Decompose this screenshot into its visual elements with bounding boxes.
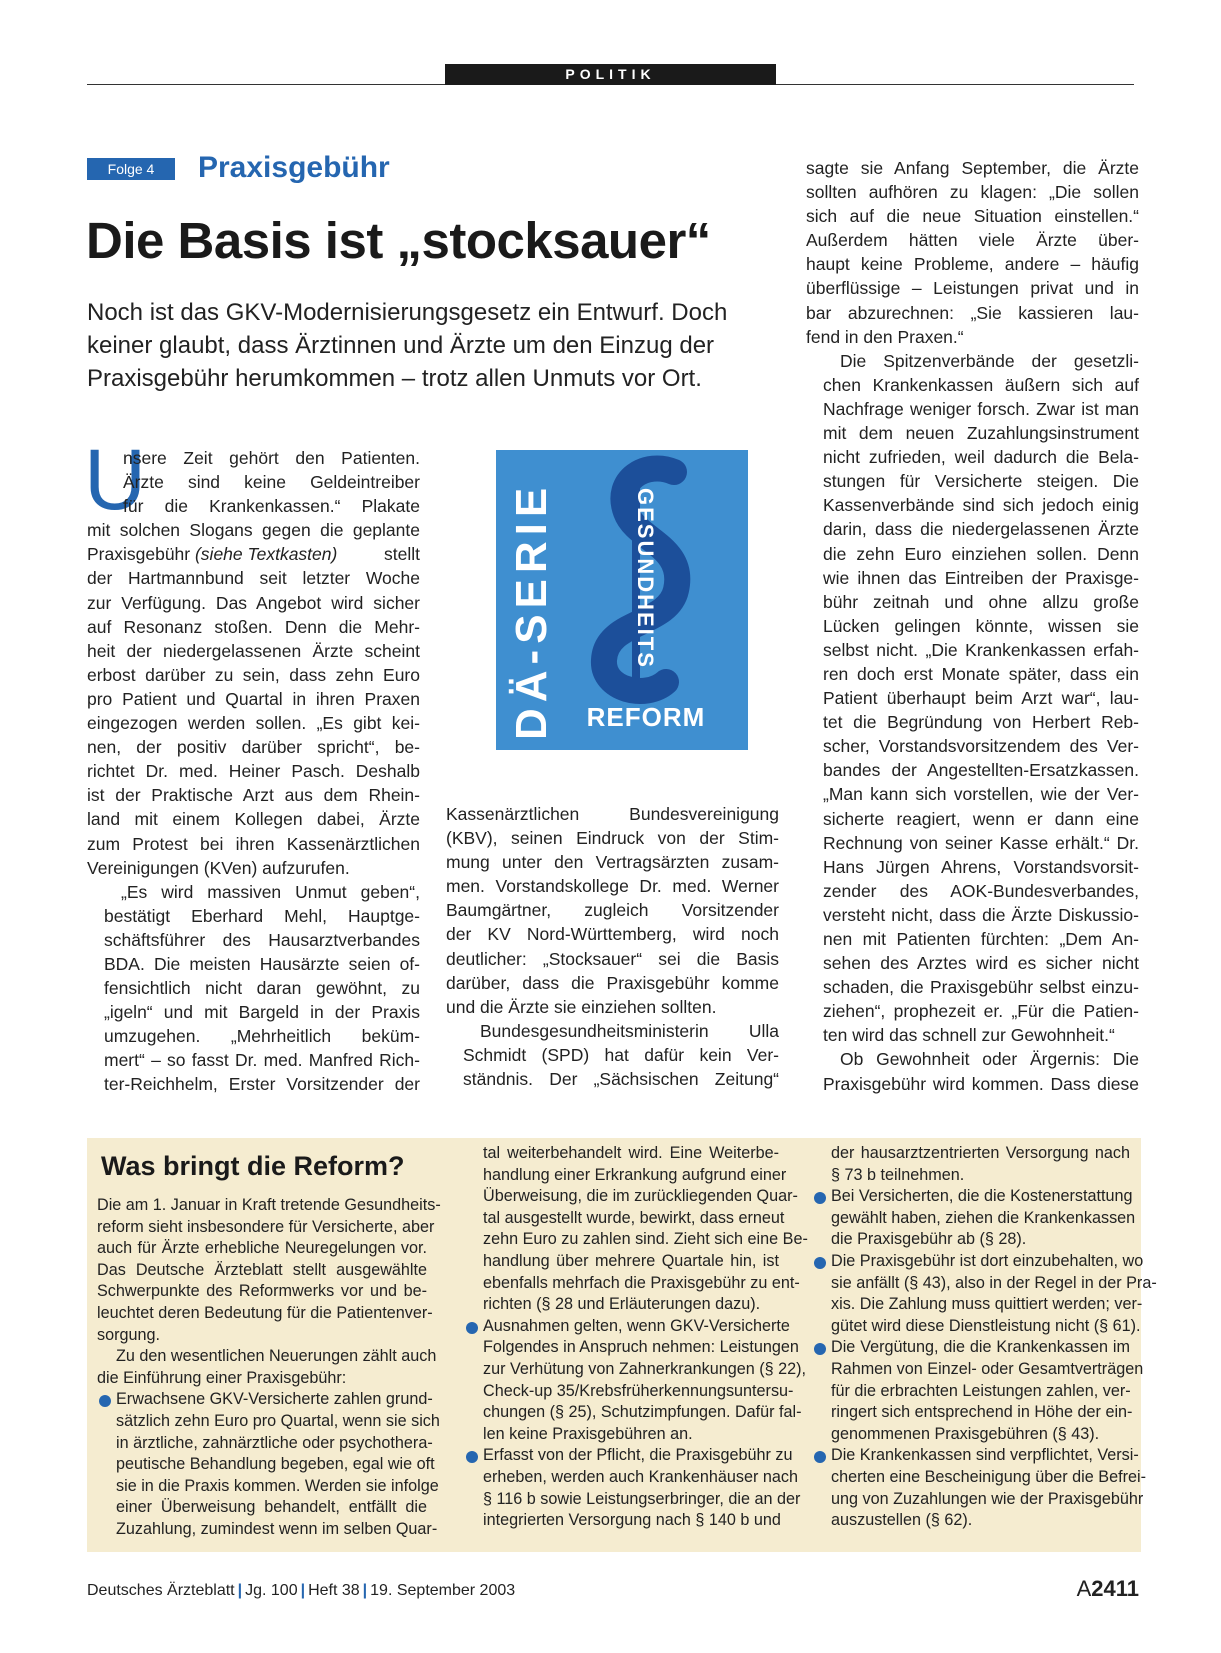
text-line: integrierten Versorgung nach § 140 b und <box>483 1511 781 1530</box>
text-line: umzugehen. „Mehrheitlich beküm- <box>104 1026 420 1047</box>
volume: Jg. 100 <box>245 1582 298 1599</box>
text-line: ziehen“, prophezeit er. „Für die Patien- <box>823 1001 1139 1022</box>
text-line: erheben, werden auch Krankenhäuser nach <box>483 1467 798 1486</box>
text-line: nen, der positiv darüber spricht“, be- <box>87 737 420 758</box>
text-line: „Man kann sich vorstellen, wie der Ver- <box>823 784 1139 805</box>
text-line: zender des AOK-Bundesverbandes, <box>823 880 1139 901</box>
text-line: schäftsführer des Hausarztverbandes <box>104 929 420 950</box>
bullet-item <box>812 1445 1146 1531</box>
text-line: „igeln“ und mit Bargeld in der Praxis <box>104 1002 420 1023</box>
paragraph <box>446 1019 779 1091</box>
text-line: bar abzurechnen: „Sie kassieren lau- <box>806 302 1139 323</box>
info-intro <box>97 1195 441 1389</box>
text-line: gewählt haben, ziehen die Krankenkassen <box>831 1208 1136 1227</box>
info-box-column-2 <box>464 1143 808 1532</box>
text-line: in ärztliche, zahnärztliche oder psychothera- <box>116 1433 433 1452</box>
text-line: auch für Ärzte erhebliche Neuregelungen vor. <box>97 1239 427 1258</box>
text-line: scher, Vorstandsvorsitzendem des Ver- <box>823 736 1139 757</box>
bullet-icon <box>814 1451 826 1463</box>
bullet-icon <box>466 1322 478 1334</box>
text-line: mit solchen Slogans gegen die geplante <box>87 520 420 541</box>
text-line: gütet wird diese Dienstleistung nicht (§ 61). <box>831 1316 1141 1335</box>
text-line: mit dem neuen Zuzahlungsinstrument <box>823 423 1139 444</box>
issue-date: 19. September 2003 <box>370 1582 516 1599</box>
text-line: Schmidt (SPD) hat dafür kein Ver- <box>463 1044 779 1065</box>
bullet-item <box>812 1186 1136 1251</box>
text-line: heit der niedergelassenen Ärzte scheint <box>87 640 420 661</box>
text-line: § 116 b sowie Leistungserbringer, die an der <box>483 1489 801 1508</box>
text-line: schaden, die Praxisgebühr selbst einzu- <box>823 977 1139 998</box>
text-line: § 73 b teilnehmen. <box>831 1165 965 1184</box>
bullet-icon <box>466 1451 478 1463</box>
text-line: fend in den Praxen.“ <box>806 326 964 347</box>
text-line: der hausarztzentrierten Versorgung nach <box>831 1144 1130 1162</box>
lead-line: Praxisgebühr herumkommen – trotz allen Unmuts vor Ort. <box>87 365 702 392</box>
bullet-icon <box>814 1192 826 1204</box>
text-line: darüber, dass die Praxisgebühr komme <box>446 972 779 993</box>
text-line: fensichtlich nicht daran gewöhnt, zu <box>104 978 420 999</box>
cross-reference: (siehe Textkasten) <box>194 544 338 565</box>
text-line: Bundesgesundheitsministerin Ulla <box>480 1020 779 1041</box>
series-badge: Folge 4 <box>87 158 175 180</box>
text-line: bandes der Angestellten-Ersatzkassen. <box>823 760 1139 781</box>
text-line: überflüssige – Leistungen privat und in <box>806 278 1139 299</box>
text-line: richten (§ 28 und Erläuterungen dazu). <box>483 1295 761 1314</box>
text-line: Die Krankenkassen sind verpflichtet, Versi- <box>831 1446 1139 1465</box>
text-line: sicherte reagiert, wenn er dann eine <box>823 808 1139 829</box>
text-line: ten wird das schnell zur Gewohnheit.“ <box>823 1025 1115 1046</box>
text-line: ist der Praktische Arzt aus dem Rhein- <box>87 785 420 806</box>
text-fragment <box>87 542 337 566</box>
text-line: Zuzahlung, zumindest wenn im selben Quar- <box>116 1519 438 1538</box>
section-label: POLITIK <box>445 64 776 85</box>
text-line: chungen (§ 25), Schutzimpfungen. Dafür fal- <box>483 1403 802 1422</box>
text-line: selbst nicht. „Die Krankenkassen erfah- <box>823 639 1139 660</box>
body-column-2 <box>446 802 779 1091</box>
logo-vertical-text: GESUNDHEITS <box>633 488 658 669</box>
text-fragment: Praxisgebühr <box>87 544 195 565</box>
text-line: Ärzte sind keine Geldeintreiber <box>123 472 420 493</box>
topic-kicker: Praxisgebühr <box>198 151 390 184</box>
text-line: der Hartmannbund seit letzter Woche <box>87 568 420 589</box>
text-line: Außerdem hätten viele Ärzte über- <box>806 230 1139 251</box>
info-box-column-3 <box>812 1143 1157 1532</box>
lead-line: keiner glaubt, dass Ärztinnen und Ärzte um den Einzug der <box>87 332 715 359</box>
paragraph <box>806 349 1139 1048</box>
text-line: bühr zeitnah und ohne allzu große <box>823 591 1139 612</box>
text-line: mung unter den Vertragsärzten zusam- <box>446 852 779 873</box>
text-line: Kassenärztlichen Bundesvereinigung <box>446 804 779 824</box>
text-line: darin, dass die niedergelassenen Ärzte <box>823 519 1139 540</box>
info-box-title: Was bringt die Reform? <box>101 1151 405 1181</box>
text-line: die Einführung einer Praxisgebühr: <box>97 1368 347 1387</box>
headline: Die Basis ist „stocksauer“ <box>86 212 711 269</box>
text-line: Das Deutsche Ärzteblatt stellt ausgewählte <box>97 1260 427 1279</box>
text-line: eingezogen werden sollen. „Es gibt kei- <box>87 713 420 734</box>
text-line: sagte sie Anfang September, die Ärzte <box>806 158 1139 178</box>
text-line: einer Überweisung behandelt, entfällt die <box>116 1498 427 1517</box>
text-line: chen Krankenkassen äußern sich auf <box>823 374 1139 395</box>
text-line: richtet Dr. med. Heiner Pasch. Deshalb <box>87 761 420 782</box>
text-line: die zehn Euro einziehen sollen. Denn <box>823 543 1139 564</box>
text-line: zur Verfügung. Das Angebot wird sicher <box>87 592 420 613</box>
text-line: ung von Zuzahlungen wie der Praxisgebühr <box>831 1489 1144 1508</box>
text-line: men. Vorstandskollege Dr. med. Werner <box>446 876 779 897</box>
text-line: Schwerpunkte des Reformwerks vor und be- <box>97 1282 427 1301</box>
text-line: nen mit Patienten fürchten: „Dem An- <box>823 929 1139 949</box>
text-line: sehen des Arztes wird es sicher nicht <box>823 953 1139 974</box>
text-line: Nachfrage weniger forsch. Zwar ist man <box>823 398 1139 419</box>
text-line: ren doch erst Monate später, dass ein <box>823 663 1139 684</box>
text-line: ebenfalls mehrfach die Praxisgebühr zu ent- <box>483 1273 800 1292</box>
text-line: Rechnung von seiner Kasse erhält.“ Dr. <box>823 832 1139 853</box>
info-box-column-1 <box>97 1195 441 1541</box>
text-line: deutlicher: „Stocksauer“ sei die Basis <box>446 948 779 969</box>
body-column-1 <box>87 446 420 1097</box>
body-column-3 <box>806 156 1139 1096</box>
text-line: Erwachsene GKV-Versicherte zahlen grund- <box>116 1390 433 1409</box>
text-line: wie ihnen das Eintreiben der Praxisge- <box>823 567 1139 588</box>
bullet-icon <box>99 1395 111 1407</box>
text-line: Vereinigungen (KVen) aufzurufen. <box>87 857 350 878</box>
page-prefix: A <box>1076 1576 1092 1601</box>
logo-reform-text: REFORM <box>586 702 706 732</box>
text-line: ständnis. Der „Sächsischen Zeitung“ <box>463 1069 779 1090</box>
paragraph <box>806 1047 1139 1095</box>
page-number <box>1077 1576 1139 1602</box>
text-line: genommenen Praxisgebühren (§ 43). <box>831 1424 1100 1443</box>
text-line: (KBV), seinen Eindruck von der Stim- <box>446 828 779 849</box>
text-line: bestätigt Eberhard Mehl, Hauptge- <box>104 905 420 926</box>
text-line: pro Patient und Quartal in ihren Praxen <box>87 688 420 709</box>
text-line: Folgendes in Anspruch nehmen: Leistungen <box>483 1338 799 1357</box>
text-line: Überweisung, die im zurückliegenden Quar- <box>483 1187 798 1206</box>
text-line: „Es wird massiven Unmut geben“, <box>121 881 420 902</box>
bullet-icon <box>814 1257 826 1269</box>
bullet-continuation <box>812 1143 1130 1186</box>
separator: | <box>300 1582 306 1599</box>
logo-series-text: DÄ-SERIE <box>507 481 556 740</box>
text-line: mert“ – so fasst Dr. med. Manfred Rich- <box>104 1050 420 1071</box>
drop-cap: U <box>84 432 147 528</box>
paragraph <box>446 802 779 1019</box>
text-line: der KV Nord-Württemberg, wird noch <box>446 924 779 945</box>
text-line: auf Resonanz stoßen. Denn die Mehr- <box>87 616 420 637</box>
bullet-icon <box>814 1343 826 1355</box>
text-line: len keine Praxisgebühren an. <box>483 1424 693 1443</box>
footer-citation <box>87 1582 515 1600</box>
text-line: sorgung. <box>97 1325 160 1344</box>
text-line: Ausnahmen gelten, wenn GKV-Versicherte <box>483 1316 790 1335</box>
bullet-item <box>812 1251 1157 1337</box>
text-line: Rahmen von Einzel- oder Gesamtverträgen <box>831 1359 1144 1378</box>
text-line: Patient überhaupt beim Arzt war“, lau- <box>823 688 1139 709</box>
text-line: Die Praxisgebühr ist dort einzubehalten, wo <box>831 1251 1144 1270</box>
text-line: für die Krankenkassen.“ Plakate <box>123 496 420 517</box>
separator: | <box>362 1582 368 1599</box>
text-line: Baumgärtner, zugleich Vorsitzender <box>446 900 779 921</box>
text-line: tal ausgestellt wurde, bewirkt, dass erneut <box>483 1208 785 1227</box>
text-line: auszustellen (§ 62). <box>831 1511 973 1530</box>
lead-line: Noch ist das GKV-Modernisierungsgesetz ein Entwurf. Doch <box>87 299 728 326</box>
text-line: Ob Gewohnheit oder Ärgernis: Die <box>840 1049 1139 1070</box>
text-line: land mit einem Kollegen dabei, Ärzte <box>87 809 420 830</box>
series-logo <box>496 450 748 750</box>
paragraph <box>87 446 420 880</box>
lead-paragraph <box>87 296 767 395</box>
journal-name: Deutsches Ärzteblatt <box>87 1582 235 1599</box>
text-line: BDA. Die meisten Hausärzte seien of- <box>104 953 420 974</box>
bullet-item <box>464 1445 801 1531</box>
page-digits: 2411 <box>1091 1576 1139 1601</box>
text-line: tet die Begründung von Herbert Reb- <box>823 712 1139 733</box>
text-line: tal weiterbehandelt wird. Eine Weiterbe- <box>483 1144 779 1162</box>
bullet-item <box>97 1389 440 1540</box>
text-line: zum Protest bei ihren Kassenärztlichen <box>87 833 420 854</box>
text-line: Kassenverbände sind sich jedoch einig <box>823 495 1139 516</box>
bullet-item <box>812 1337 1144 1445</box>
text-line: sie in die Praxis kommen. Werden sie infolge <box>116 1476 439 1495</box>
text-line: zur Verhütung von Zahnerkrankungen (§ 22), <box>483 1359 807 1378</box>
text-line: Die Vergütung, die die Krankenkassen im <box>831 1338 1130 1357</box>
text-line: ter-Reichhelm, Erster Vorsitzender der <box>104 1074 420 1095</box>
text-line: zehn Euro zu zahlen sind. Zieht sich eine Be- <box>483 1230 808 1249</box>
text-line: für die erbrachten Leistungen zahlen, ver- <box>831 1381 1131 1400</box>
text-line: sich auf die neue Situation einstellen.“ <box>806 206 1139 227</box>
bullet-continuation <box>464 1143 808 1316</box>
text-line: sätzlich zehn Euro pro Quartal, wenn sie sich <box>116 1411 440 1430</box>
text-line: Zu den wesentlichen Neuerungen zählt auch <box>116 1347 437 1366</box>
text-line: reform sieht insbesondere für Versicherte, aber <box>97 1217 435 1236</box>
text-line: nicht zufrieden, weil dadurch die Bela- <box>823 447 1139 468</box>
text-line: Die Spitzenverbände der gesetzli- <box>840 350 1139 371</box>
text-line: die Praxisgebühr ab (§ 28). <box>831 1230 1027 1249</box>
text-line: Praxisgebühr wird kommen. Dass diese <box>823 1073 1139 1094</box>
text-line: Hans Jürgen Ahrens, Vorstandsvorsit- <box>823 856 1139 877</box>
text-line: Die am 1. Januar in Kraft tretende Gesundheits- <box>97 1196 441 1214</box>
text-line: versteht nicht, dass die Ärzte Diskussio- <box>823 904 1139 925</box>
text-line <box>87 542 420 566</box>
paragraph <box>806 156 1139 349</box>
text-line: handlung über mehrere Quartale hin, ist <box>483 1251 779 1270</box>
text-line: sollten aufhören zu klagen: „Die sollen <box>806 182 1139 203</box>
text-line: xis. Die Zahlung muss quittiert werden; ver- <box>831 1295 1143 1314</box>
text-fragment: stellt <box>384 544 420 565</box>
text-line: Bei Versicherten, die die Kostenerstattung <box>831 1187 1133 1206</box>
text-line: handlung einer Erkrankung aufgrund einer <box>483 1165 787 1184</box>
text-line: haupt keine Probleme, andere – häufig <box>806 254 1139 275</box>
paragraph <box>87 880 420 1097</box>
text-line: stungen für Versicherte steigen. Die <box>823 471 1139 492</box>
text-line: Check-up 35/Krebsfrüherkennungsuntersu- <box>483 1381 794 1400</box>
text-line: erbost darüber zu sein, dass zehn Euro <box>87 664 420 685</box>
issue: Heft 38 <box>308 1582 360 1599</box>
text-line: ringert sich entsprechend in Höhe der ein- <box>831 1403 1133 1422</box>
text-line: leuchtet deren Bedeutung für die Patientenver- <box>97 1303 433 1322</box>
text-line: Lücken gelingen könnte, wissen sie <box>823 615 1139 636</box>
text-line: und die Ärzte sie einziehen sollten. <box>446 996 717 1017</box>
text-line: nsere Zeit gehört den Patienten. <box>123 448 420 468</box>
separator: | <box>237 1582 243 1599</box>
text-line: cherten eine Bescheinigung über die Befrei- <box>831 1467 1146 1486</box>
text-line: peutische Behandlung begeben, egal wie oft <box>116 1455 435 1474</box>
text-line: sie anfällt (§ 43), also in der Regel in der Pra- <box>831 1273 1157 1292</box>
text-line: Erfasst von der Pflicht, die Praxisgebühr zu <box>483 1446 793 1465</box>
bullet-item <box>464 1316 807 1446</box>
